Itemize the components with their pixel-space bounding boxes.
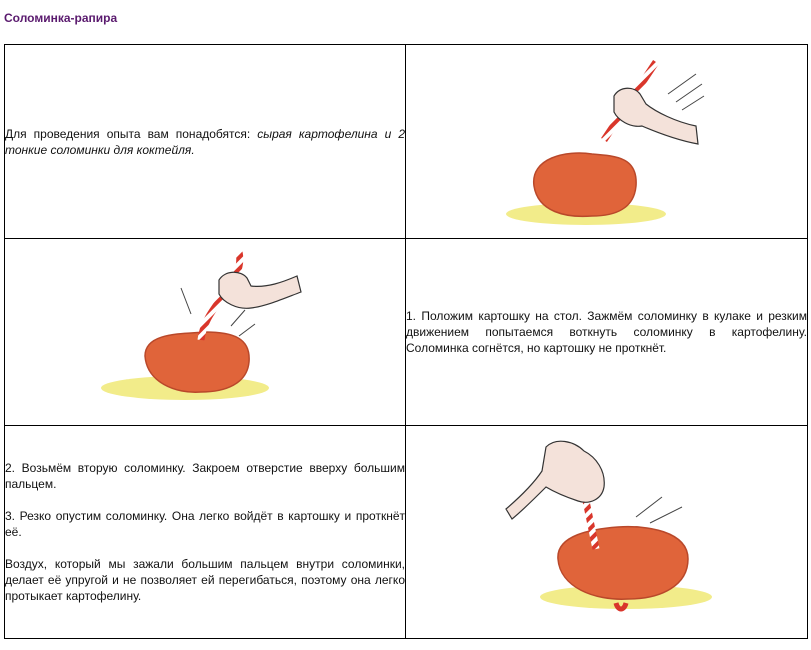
illustration-cell-3 xyxy=(406,426,808,639)
step2-text: 2. Возьмём вторую соломинку. Закроем отверстие вверху большим пальцем. xyxy=(5,461,405,491)
page-title: Соломинка-рапира xyxy=(4,11,118,25)
table-row xyxy=(5,239,808,426)
potato-shape xyxy=(145,332,249,392)
experiment-table xyxy=(4,44,808,639)
step1-text: 1. Положим картошку на стол. Зажмём соломинку в кулаке и резким движением попытаемся воткнуть соломинку в картофелину. Соломинка согнётся, но картошку не проткнёт. xyxy=(406,309,807,355)
hand-holding-straw-above-potato-illustration xyxy=(406,46,806,238)
bent-straw-on-potato-illustration xyxy=(5,240,404,425)
potato-shape xyxy=(534,153,636,216)
table-row xyxy=(5,45,808,239)
intro-plain: Для проведения опыта вам понадобятся: xyxy=(5,126,258,141)
step3-text: 3. Резко опустим соломинку. Она легко войдёт в картошку и проткнёт её. xyxy=(5,509,405,539)
straw-piercing-potato-illustration xyxy=(406,427,806,638)
intro-cell xyxy=(5,45,406,239)
intro-text xyxy=(5,126,405,158)
hand-shape xyxy=(614,88,698,144)
table-row xyxy=(5,426,808,639)
intro-materials: сырая картофелина и 2 тонкие соломинки для коктейля. xyxy=(5,126,405,157)
steps-cell xyxy=(5,426,406,639)
explanation-text: Воздух, который мы зажали большим пальцем внутри соломинки, делает её упругой и не позволяет ей перегибаться, поэтому она легко протыкает картофелину. xyxy=(5,557,405,603)
hand-shape xyxy=(219,272,301,308)
potato-shape xyxy=(558,526,688,599)
motion-lines xyxy=(636,497,682,523)
illustration-cell-1 xyxy=(406,45,808,239)
motion-lines xyxy=(668,74,704,110)
step1-cell xyxy=(406,239,808,426)
illustration-cell-2 xyxy=(5,239,406,426)
